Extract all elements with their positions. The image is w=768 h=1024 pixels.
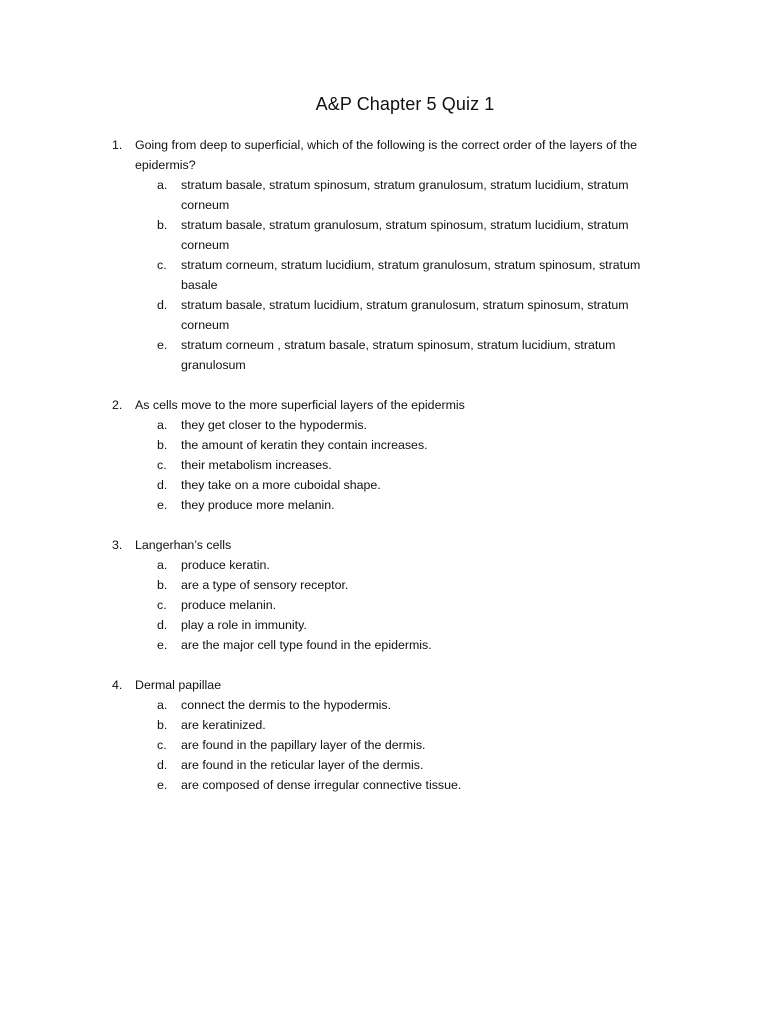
option-text: stratum corneum, stratum lucidium, stratum granulosum, stratum spinosum, stratum basale <box>181 258 641 292</box>
option-letter: c. <box>157 598 167 612</box>
question-text: Going from deep to superficial, which of the following is the correct order of the layers of the epidermis? <box>135 138 638 172</box>
question-3 <box>112 535 668 655</box>
option-letter: a. <box>157 698 168 712</box>
answer-option <box>112 615 668 635</box>
question-number: 2. <box>112 398 123 412</box>
option-letter: e. <box>157 778 168 792</box>
option-letter: a. <box>157 178 168 192</box>
question-text: Dermal papillae <box>135 678 222 692</box>
answer-option <box>112 695 668 715</box>
option-text: are found in the papillary layer of the dermis. <box>181 738 426 752</box>
option-text: they produce more melanin. <box>181 498 335 512</box>
question-1 <box>112 135 668 375</box>
answer-option <box>112 555 668 575</box>
option-text: produce keratin. <box>181 558 270 572</box>
option-text: they take on a more cuboidal shape. <box>181 478 381 492</box>
question-stem <box>112 675 668 695</box>
option-letter: e. <box>157 338 168 352</box>
option-letter: b. <box>157 718 168 732</box>
option-text: stratum basale, stratum granulosum, stratum spinosum, stratum lucidium, stratum corneum <box>181 218 629 252</box>
option-letter: b. <box>157 438 168 452</box>
question-stem <box>112 535 668 555</box>
question-stem <box>112 395 668 415</box>
option-text: stratum basale, stratum lucidium, stratum granulosum, stratum spinosum, stratum corneum <box>181 298 629 332</box>
option-text: are the major cell type found in the epidermis. <box>181 638 432 652</box>
answer-options <box>112 175 668 375</box>
option-letter: e. <box>157 498 168 512</box>
answer-option <box>112 475 668 495</box>
answer-option <box>112 455 668 475</box>
answer-options <box>112 555 668 655</box>
answer-option <box>112 415 668 435</box>
answer-option <box>112 295 668 335</box>
answer-option <box>112 495 668 515</box>
option-text: connect the dermis to the hypodermis. <box>181 698 392 712</box>
answer-option <box>112 435 668 455</box>
answer-option <box>112 175 668 215</box>
answer-options <box>112 695 668 795</box>
option-letter: a. <box>157 418 168 432</box>
option-text: the amount of keratin they contain increases. <box>181 438 428 452</box>
question-number: 3. <box>112 538 123 552</box>
option-letter: e. <box>157 638 168 652</box>
option-text: stratum corneum , stratum basale, stratum spinosum, stratum lucidium, stratum granulosum <box>181 338 616 372</box>
answer-option <box>112 635 668 655</box>
answer-option <box>112 755 668 775</box>
answer-option <box>112 715 668 735</box>
answer-option <box>112 775 668 795</box>
option-letter: d. <box>157 758 168 772</box>
question-text: As cells move to the more superficial layers of the epidermis <box>135 398 465 412</box>
answer-option <box>112 735 668 755</box>
option-text: stratum basale, stratum spinosum, stratum granulosum, stratum lucidium, stratum corneum <box>181 178 629 212</box>
option-text: produce melanin. <box>181 598 277 612</box>
answer-option <box>112 575 668 595</box>
question-stem <box>112 135 668 175</box>
question-text: Langerhan’s cells <box>135 538 232 552</box>
option-letter: c. <box>157 258 167 272</box>
answer-option <box>112 335 668 375</box>
answer-option <box>112 595 668 615</box>
option-text: are found in the reticular layer of the dermis. <box>181 758 424 772</box>
option-text: are keratinized. <box>181 718 266 732</box>
option-letter: b. <box>157 578 168 592</box>
option-letter: d. <box>157 298 168 312</box>
option-text: play a role in immunity. <box>181 618 307 632</box>
option-letter: a. <box>157 558 168 572</box>
question-number: 4. <box>112 678 123 692</box>
option-letter: b. <box>157 218 168 232</box>
page-title: A&P Chapter 5 Quiz 1 <box>315 94 495 114</box>
question-number: 1. <box>112 138 123 152</box>
option-letter: d. <box>157 618 168 632</box>
answer-option <box>112 255 668 295</box>
question-2 <box>112 395 668 515</box>
option-letter: c. <box>157 458 167 472</box>
option-letter: c. <box>157 738 167 752</box>
option-text: their metabolism increases. <box>181 458 332 472</box>
question-4 <box>112 675 668 795</box>
option-text: are composed of dense irregular connective tissue. <box>181 778 462 792</box>
answer-options <box>112 415 668 515</box>
option-text: they get closer to the hypodermis. <box>181 418 367 432</box>
option-letter: d. <box>157 478 168 492</box>
answer-option <box>112 215 668 255</box>
option-text: are a type of sensory receptor. <box>181 578 349 592</box>
